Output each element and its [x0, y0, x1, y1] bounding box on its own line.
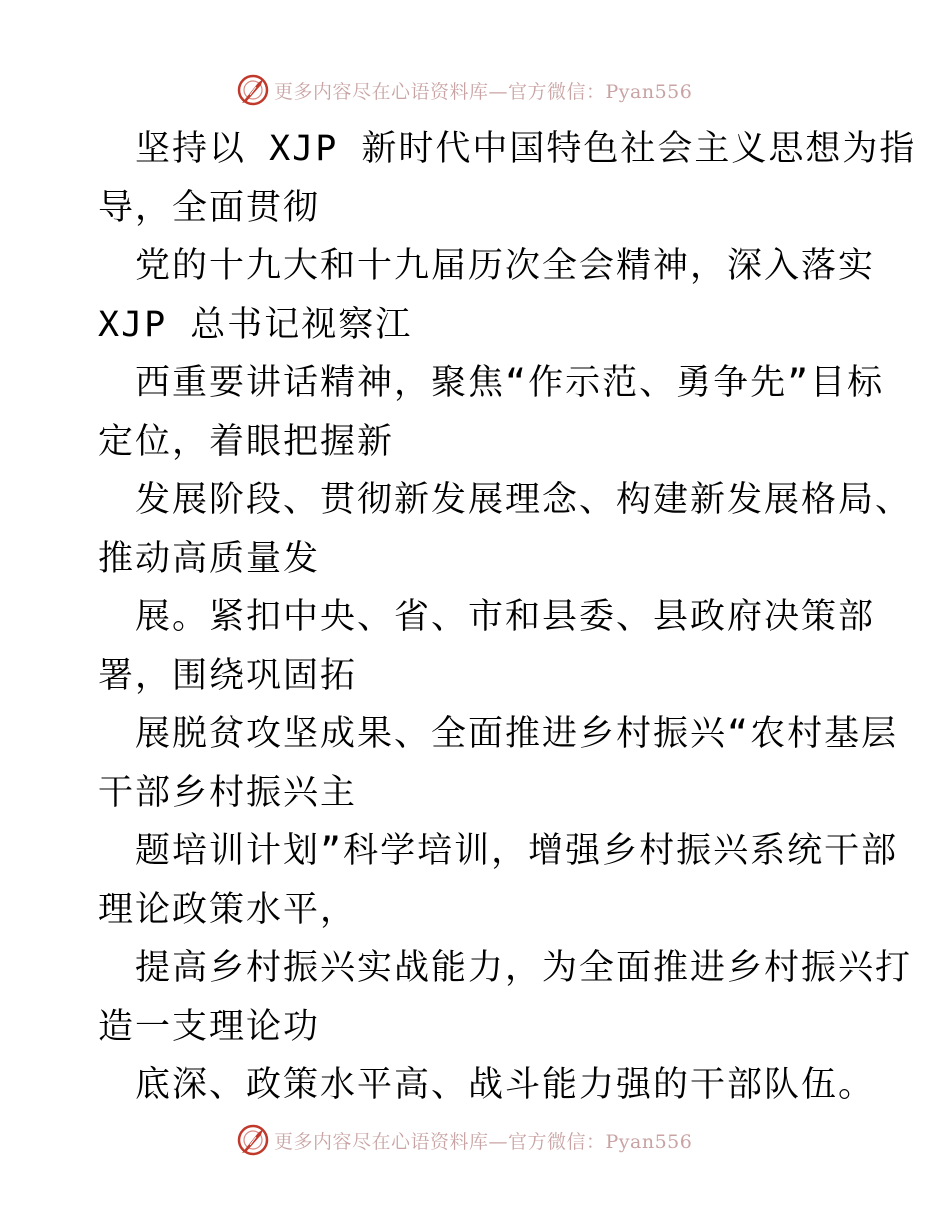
paragraph-line: 党的十九大和十九届历次全会精神，深入落实 — [135, 246, 876, 286]
paragraph-line: 题培训计划”科学培训，增强乡村振兴系统干部 — [135, 831, 899, 871]
header-watermark-banner — [236, 72, 692, 108]
paragraph-line: 坚持以 XJP 新时代中国特色社会主义思想为指 — [135, 129, 917, 169]
paragraph-line: 展。紧扣中央、省、市和县委、县政府决策部 — [135, 597, 876, 637]
footer-watermark-banner — [236, 1122, 692, 1158]
paragraph-line: 发展阶段、贯彻新发展理念、构建新发展格局、 — [135, 480, 913, 520]
quill-pen-logo-icon — [236, 73, 270, 107]
paragraph-line: 定位，着眼把握新 — [98, 421, 395, 462]
header-watermark-text: 更多内容尽在心语资料库—官方微信：Pyan556 — [274, 80, 693, 103]
paragraph-line: 西重要讲话精神，聚焦“作示范、勇争先”目标 — [135, 363, 885, 403]
document-body — [98, 120, 917, 1115]
paragraph-line: 干部乡村振兴主 — [98, 772, 358, 813]
footer-watermark-text: 更多内容尽在心语资料库—官方微信：Pyan556 — [274, 1130, 693, 1153]
paragraph-line: 提高乡村振兴实战能力，为全面推进乡村振兴打 — [135, 948, 913, 988]
quill-pen-logo-icon — [236, 1123, 270, 1157]
paragraph-line: XJP 总书记视察江 — [98, 304, 413, 345]
paragraph-line: 底深、政策水平高、战斗能力强的干部队伍。 — [135, 1065, 876, 1105]
paragraph-line: 署，围绕巩固拓 — [98, 655, 358, 696]
paragraph-line: 展脱贫攻坚成果、全面推进乡村振兴“农村基层 — [135, 714, 899, 754]
paragraph-line: 造一支理论功 — [98, 1006, 321, 1047]
paragraph-line: 导，全面贯彻 — [98, 187, 321, 228]
paragraph-line: 理论政策水平， — [98, 889, 358, 930]
paragraph-line: 推动高质量发 — [98, 538, 321, 579]
